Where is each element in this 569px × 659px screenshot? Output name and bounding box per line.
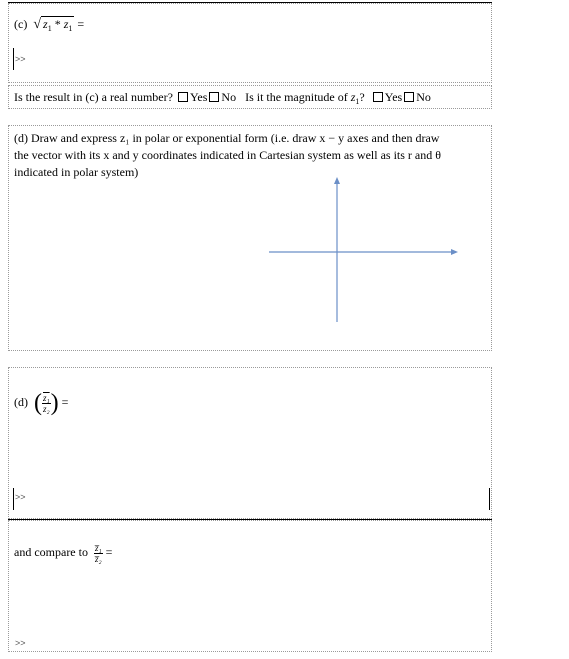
real-yes-checkbox[interactable] xyxy=(178,92,188,102)
cursor-bar-3 xyxy=(489,488,490,510)
section-d1-line3: indicated in polar system) xyxy=(14,165,139,179)
section-c-box xyxy=(8,3,492,83)
real-no-label: No xyxy=(221,90,237,104)
section-c-label: (c) xyxy=(14,17,28,31)
magnitude-question: Is it the magnitude of xyxy=(245,90,348,104)
mag-yes-checkbox[interactable] xyxy=(373,92,383,102)
compare-text: and compare to xyxy=(14,545,88,559)
section-d1-line2: the vector with its x and y coordinates indicated in Cartesian system as well as its r and θ xyxy=(14,148,441,162)
mag-no-label: No xyxy=(416,90,431,104)
section-d1-line1: (d) Draw and express z₁ in polar or exponential form (i.e. draw x − y axes and then draw xyxy=(14,131,440,145)
section-d2-box xyxy=(8,367,492,519)
section-d2-equals: = xyxy=(61,395,69,409)
section-d2-label: (d) xyxy=(14,395,28,409)
mag-yes-label: Yes xyxy=(384,90,403,104)
real-yes-label: Yes xyxy=(189,90,208,104)
compare-expression: and compare to $\frac{\text{z̅₁}}{\text{z̅₂}}$ = xyxy=(14,542,113,564)
cursor-bar xyxy=(13,48,14,70)
section-d2-prompt[interactable]: >> xyxy=(15,492,26,502)
section-c-expression: (c) √ $z_1 * \overline{z}_1$ = xyxy=(14,16,84,36)
real-number-question: Is the result in (c) a real number? xyxy=(14,90,173,104)
real-no-checkbox[interactable] xyxy=(209,92,219,102)
section-c-prompt[interactable]: >> xyxy=(15,54,26,64)
compare-equals: = xyxy=(105,545,113,559)
mag-no-checkbox[interactable] xyxy=(404,92,414,102)
section-c-equals: = xyxy=(77,17,85,31)
section-d2-expression: (d) ( $\frac{\text{z₁}}{\text{z₂}}$ ) = xyxy=(14,390,69,417)
compare-prompt[interactable]: >> xyxy=(15,638,26,648)
question-row: Is the result in (c) a real number? Yes No Is it the magnitude of $z_1$? Yes No xyxy=(14,90,431,106)
cursor-bar-2 xyxy=(13,488,14,510)
